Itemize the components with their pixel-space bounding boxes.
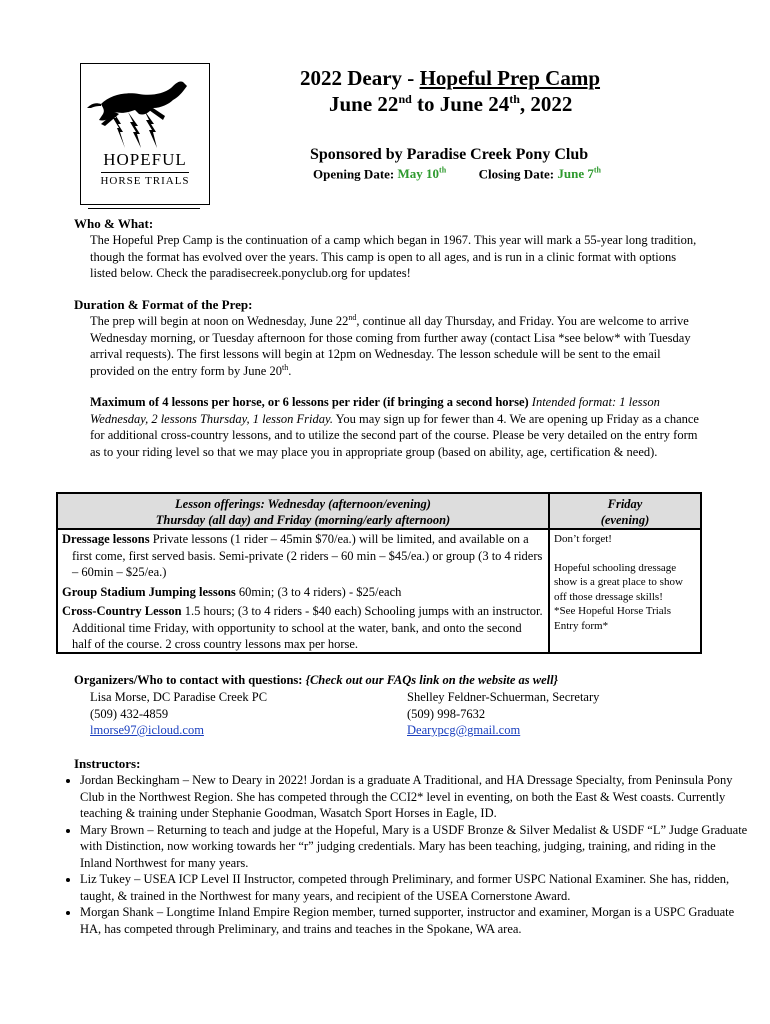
date-text: to June 24 [411,92,510,116]
friday-note: Don’t forget! [554,533,612,545]
friday-note: Hopeful schooling dressage show is a great place to show off those dressage skills! [554,561,683,603]
page-title [300,66,600,91]
contact-right-name: Shelley Feldner-Schuerman, Secretary [407,690,600,704]
instructors-list [56,772,750,937]
title-prefix: 2022 Deary - [300,66,420,90]
instructor-item: • Mary Brown – Returning to teach and judge at the Hopeful, Mary is a USDF Bronze & Silver Medalist & USDF “L” Judge Graduate with Distinction, now working towards her “r” judging credentials. Mary has been teaching, judging, training, and riding in the Inland Northwest for many years. [80,822,750,872]
contact-left-name: Lisa Morse, DC Paradise Creek PC [90,690,268,704]
contact-right-phone: (509) 998-7632 [407,707,486,721]
table-header-line: Thursday (all day) and Friday (morning/early afternoon) [155,513,451,527]
title-camp: Hopeful Prep Camp [419,66,601,90]
who-what-text: The Hopeful Prep Camp is the continuation of a camp which began in 1967. This year will mark a 55-year long tradition, though the format has evolved over the years. This camp is open to all ages, and is run in a clinic format with options listed below. Check the paradisecreek.ponyclub.org for updates! [90,233,697,280]
sponsor-line: Sponsored by Paradise Creek Pony Club [310,146,589,163]
opening-date: May 10th [397,166,447,182]
date-text: , 2022 [519,92,573,116]
instructors-heading: Instructors: [74,756,141,771]
lesson-table [56,492,702,654]
who-what-heading: Who & What: [74,216,154,231]
date-sup: th [509,92,520,106]
duration-heading: Duration & Format of the Prep: [74,297,253,312]
duration-text: The prep will begin at noon on Wednesday, June 22nd, continue all day Thursday, and Friday. You are welcome to arrive Wednesday morning, or Tuesday afternoon for those coming from further away (contact Lisa *see below* with Tuesday arrival requests). The first lessons will begin at 12pm on Wednesday. The lesson schedule will be sent to the email provided on the entry form by June 20th. [90,312,691,378]
table-header-line: (evening) [600,513,650,527]
entry-dates [313,166,601,182]
instructor-item: • Morgan Shank – Longtime Inland Empire Region member, turned supporter, instructor and examiner, Morgan is a USPC Graduate HA, has competed through Preliminary, and trains and teaches in the Spokane, WA area. [80,904,750,937]
lesson-row-cross-country: Cross-Country Lesson 1.5 hours; (3 to 4 riders - $40 each) Schooling jumps with an instructor. Additional time Friday, with opportunity to school at the water, bank, and onto the second half of the course. 2 cross country lessons max per horse. [62,604,543,651]
table-header-line: Lesson offerings: Wednesday (afternoon/evening) [175,497,431,511]
jumping-horse-icon [81,64,209,148]
logo-line1: HOPEFUL [103,150,187,169]
contacts-heading: Organizers/Who to contact with questions: {Check out our FAQs link on the website as well} [74,673,558,687]
friday-note: *See Hopeful Horse Trials Entry form* [554,605,672,632]
lesson-offerings-cell [58,530,550,652]
logo-underline [88,208,200,209]
max-lessons-text: Maximum of 4 lessons per horse, or 6 lessons per rider (if bringing a second horse) Intended format: 1 lesson Wednesday, 2 lessons Thursday, 1 lesson Friday. You may sign up for fewer than 4. We are opening up Friday as a chance for additional cross-country lessons, and to utilize the second part of the course. Please be very detailed on the entry form as to your riding level so that we may place you in appropriate group (based on ability, age, certification & need). [90,395,699,459]
contact-left-email-link[interactable]: lmorse97@icloud.com [90,723,204,737]
date-text: June 22 [329,92,399,116]
closing-label: Closing Date: [478,166,558,182]
lesson-row-dressage: Dressage lessons Private lessons (1 rider – 45min $70/ea.) will be limited, and available on a first come, first served basis. Semi-private (2 riders – 60 min – $45/ea.) or group (3 to 4 riders – 60min – $25/ea.) [62,532,543,579]
table-header-right [550,494,700,530]
hopeful-logo [80,63,210,205]
instructor-item: • Jordan Beckingham – New to Deary in 2022! Jordan is a graduate A Traditional, and HA Dressage Specialty, from Peninsula Pony Club in the Northwest Region. She has competed through the CCI2* level in eventing, on both the East & West coasts. Currently teaching & training under Stephanie Goodman, Wasatch Sport Horses in Eagle, ID. [80,772,750,822]
instructor-item: • Liz Tukey – USEA ICP Level II Instructor, competed through Preliminary, and former USPC National Examiner. She has, ridden, taught, & trained in the Northwest for many years, and recipient of the USEA Cornerstone Award. [80,871,750,904]
lesson-row-stadium: Group Stadium Jumping lessons 60min; (3 to 4 riders) - $25/each [62,584,402,599]
camp-dates [329,92,572,117]
closing-date: June 7th [557,166,601,182]
table-header-line: Friday [607,497,643,511]
contact-left-phone: (509) 432-4859 [90,707,169,721]
opening-label: Opening Date: [313,166,398,182]
logo-line2: HORSE TRIALS [100,175,190,187]
logo-divider [101,172,189,173]
friday-evening-cell [550,530,700,652]
table-header-left [58,494,550,530]
contact-right-email-link[interactable]: Dearypcg@gmail.com [407,723,521,737]
date-sup: nd [398,92,412,106]
